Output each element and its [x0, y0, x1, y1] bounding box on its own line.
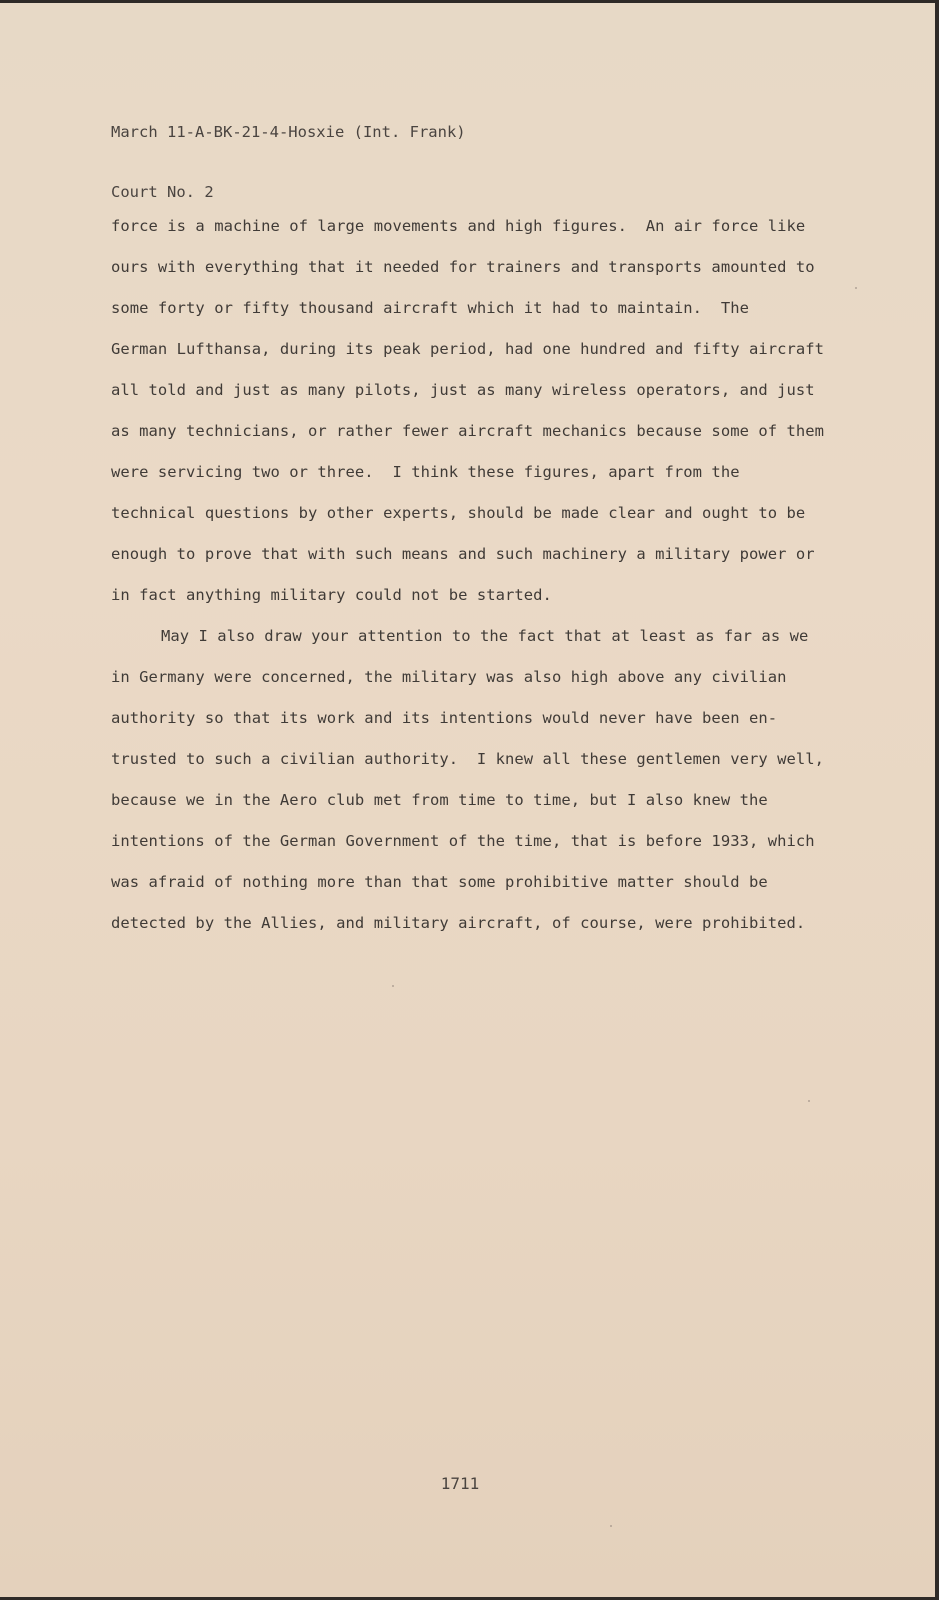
- text-line: ours with everything that it needed for trainers and transports amounted to: [111, 258, 815, 276]
- text-line: enough to prove that with such means and such machinery a military power or: [111, 545, 815, 563]
- text-line: was afraid of nothing more than that some prohibitive matter should be: [111, 873, 768, 891]
- header-court-line: Court No. 2: [111, 183, 214, 201]
- paper-speck: [610, 1525, 612, 1527]
- text-line: intentions of the German Government of the time, that is before 1933, which: [111, 832, 815, 850]
- text-line: trusted to such a civilian authority. I knew all these gentlemen very well,: [111, 750, 825, 768]
- text-line: detected by the Allies, and military aircraft, of course, were prohibited.: [111, 914, 806, 932]
- text-line: some forty or fifty thousand aircraft which it had to maintain. The: [111, 299, 749, 317]
- text-line: all told and just as many pilots, just as many wireless operators, and just: [111, 381, 815, 399]
- document-body: [111, 206, 891, 944]
- text-line: in fact anything military could not be started.: [111, 586, 552, 604]
- text-line: authority so that its work and its intentions would never have been en-: [111, 709, 778, 727]
- text-line: German Lufthansa, during its peak period, had one hundred and fifty aircraft: [111, 340, 825, 358]
- text-line: because we in the Aero club met from time to time, but I also knew the: [111, 791, 768, 809]
- paper-speck: [855, 287, 857, 289]
- text-line: force is a machine of large movements and high figures. An air force like: [111, 217, 806, 235]
- text-line: as many technicians, or rather fewer aircraft mechanics because some of them: [111, 422, 825, 440]
- text-line: technical questions by other experts, should be made clear and ought to be: [111, 504, 806, 522]
- header-reference-line: March 11-A-BK-21-4-Hosxie (Int. Frank): [111, 123, 466, 141]
- paper-speck: [392, 985, 394, 987]
- text-line: in Germany were concerned, the military was also high above any civilian: [111, 668, 787, 686]
- text-line: were servicing two or three. I think these figures, apart from the: [111, 463, 740, 481]
- page-number: 1711: [440, 1474, 480, 1493]
- paper-speck: [808, 1100, 810, 1102]
- paragraph-start-line: May I also draw your attention to the fact that at least as far as we: [161, 627, 809, 645]
